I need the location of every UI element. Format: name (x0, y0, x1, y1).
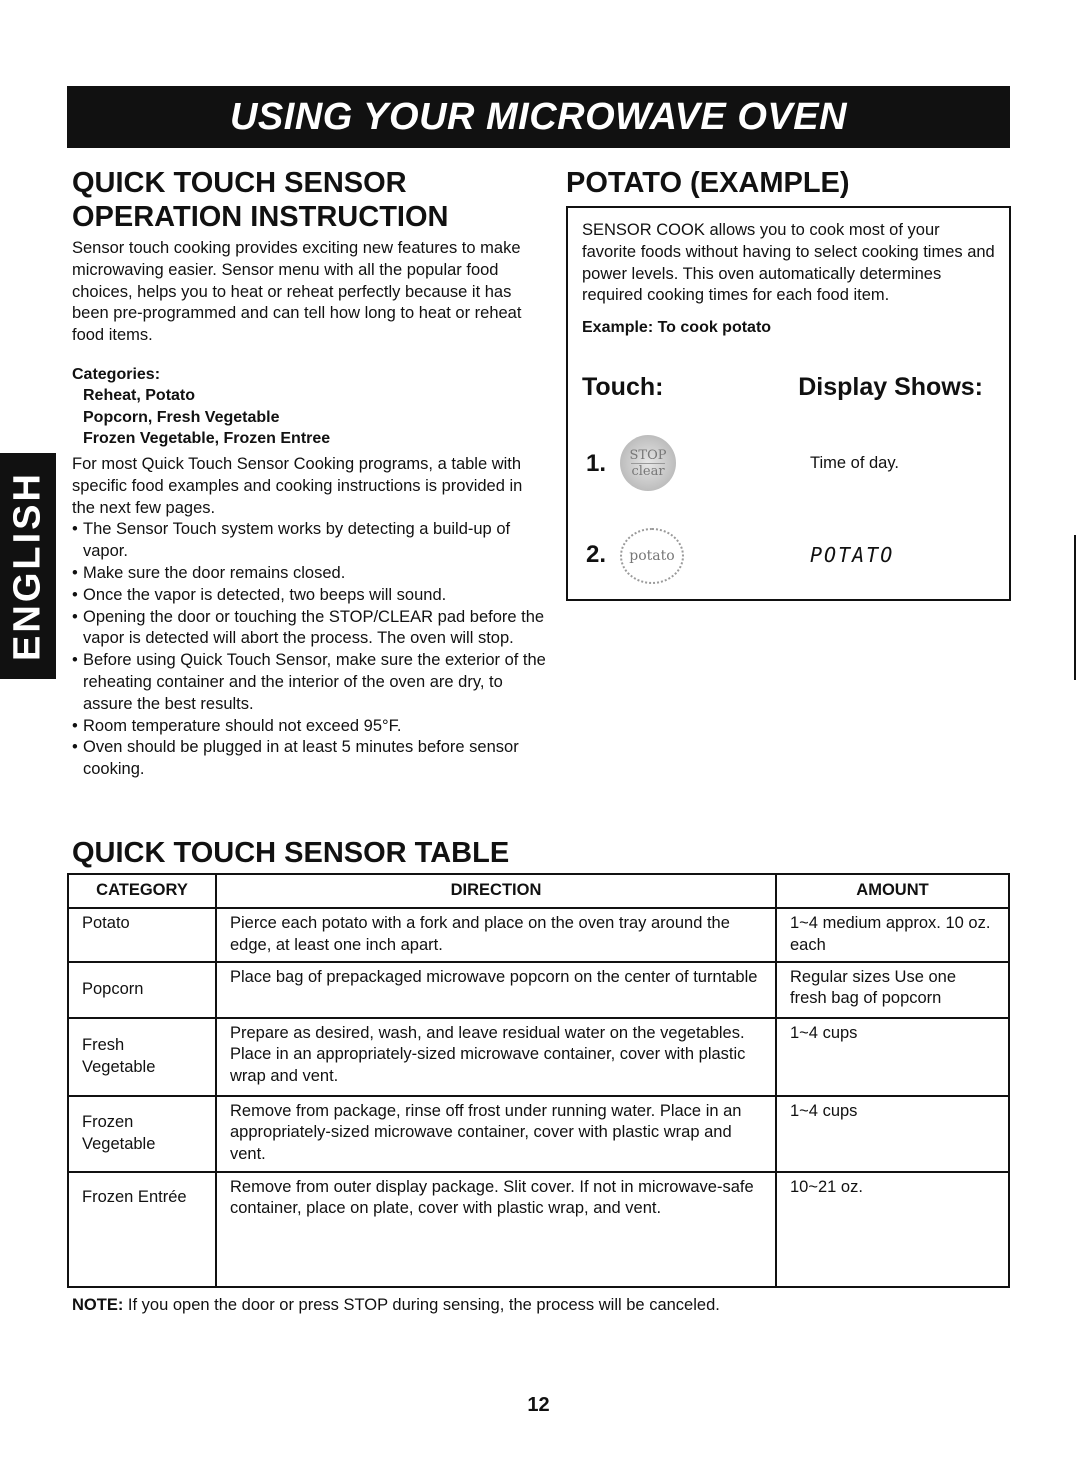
bullet-item: • Room temperature should not exceed 95°F. (72, 716, 547, 738)
bullet-item: • Oven should be plugged in at least 5 minutes before sensor cooking. (72, 737, 547, 781)
category-item: Popcorn, Fresh Vegetable (83, 408, 280, 426)
direction-cell: Pierce each potato with a fork and place on the oven tray around the edge, at least one inch apart. (216, 908, 776, 962)
table-row (68, 908, 1009, 962)
sensor-instructions-section (72, 166, 547, 781)
bullet-item: • Make sure the door remains closed. (72, 563, 547, 585)
category-item: Frozen Vegetable, Frozen Entree (83, 430, 331, 448)
category-cell: Fresh Vegetable (68, 1018, 216, 1096)
potato-pad-icon (620, 528, 684, 584)
display-readout: POTATO (810, 543, 895, 567)
pad-label: potato (629, 548, 675, 564)
category-item: Reheat, Potato (83, 387, 196, 405)
programs-paragraph: For most Quick Touch Sensor Cooking programs, a table with specific food examples and cooking instructions is provided in the next few pages. (72, 454, 523, 517)
category-cell: Potato (68, 908, 216, 962)
category-cell: Popcorn (68, 962, 216, 1018)
direction-cell: Remove from outer display package. Slit cover. If not in microwave-safe container, place on plate, cover with plastic wrap, and vent. (216, 1172, 776, 1287)
stop-clear-pad-icon (620, 435, 676, 491)
amount-cell: Regular sizes Use one fresh bag of popcorn (776, 962, 1009, 1018)
column-header: DIRECTION (216, 874, 776, 908)
steps-header (582, 373, 983, 402)
bullet-item: • The Sensor Touch system works by detecting a build-up of vapor. (72, 519, 547, 563)
pad-label-top: STOP (629, 447, 667, 463)
categories-block (72, 364, 547, 450)
amount-cell: 1~4 cups (776, 1018, 1009, 1096)
language-tab-label: ENGLISH (6, 471, 49, 661)
table-row (68, 1172, 1009, 1287)
bullet-item: • Once the vapor is detected, two beeps will sound. (72, 585, 547, 607)
column-header: CATEGORY (68, 874, 216, 908)
sensor-cook-description: SENSOR COOK allows you to cook most of your favorite foods without having to select cooking times and power levels. This oven automatically determines required cooking times for each food item. (582, 221, 995, 305)
table-header-row (68, 874, 1009, 908)
potato-example-section (566, 166, 1011, 601)
direction-cell: Place bag of prepackaged microwave popcorn on the center of turntable (216, 962, 776, 1018)
instruction-bullets (72, 519, 547, 781)
amount-cell: 10~21 oz. (776, 1172, 1009, 1287)
page-edge-mark (1074, 535, 1076, 680)
display-readout: Time of day. (810, 454, 899, 472)
step-number: 1. (586, 450, 607, 477)
amount-cell: 1~4 cups (776, 1096, 1009, 1172)
amount-cell: 1~4 medium approx. 10 oz. each (776, 908, 1009, 962)
intro-paragraph: Sensor touch cooking provides exciting new features to make microwaving easier. Sensor menu with all the popular food choices, helps you to heat or reheat perfectly because it has been pre-programmed and can tell how long to heat or reheat food items. (72, 239, 522, 345)
category-cell: Frozen Entrée (68, 1172, 216, 1287)
sensor-table-title: QUICK TOUCH SENSOR TABLE (72, 837, 510, 869)
page-number: 12 (527, 1394, 550, 1416)
table-row (68, 962, 1009, 1018)
note (72, 1296, 720, 1315)
table-row (68, 1018, 1009, 1096)
bullet-item: • Opening the door or touching the STOP/CLEAR pad before the vapor is detected will abort the process. The oven will stop. (72, 607, 547, 651)
step-number: 2. (586, 541, 607, 568)
example-label: Example: To cook potato (582, 319, 772, 337)
note-label: NOTE: (72, 1296, 124, 1314)
note-text: If you open the door or press STOP during sensing, the process will be canceled. (123, 1296, 720, 1314)
touch-header: Touch: (582, 373, 664, 401)
pad-label-bottom: clear (631, 463, 665, 479)
direction-cell: Remove from package, rinse off frost under running water. Place in an appropriately-sized microwave container, cover with plastic wrap and vent. (216, 1096, 776, 1172)
table-row (68, 1096, 1009, 1172)
column-header: AMOUNT (776, 874, 1009, 908)
category-cell: Frozen Vegetable (68, 1096, 216, 1172)
potato-example-title: POTATO (EXAMPLE) (566, 167, 850, 199)
section-title-line2: OPERATION INSTRUCTION (72, 201, 449, 233)
categories-label: Categories: (72, 365, 161, 383)
potato-example-box (566, 206, 1011, 601)
direction-cell: Prepare as desired, wash, and leave residual water on the vegetables. Place in an appropriately-sized microwave container, cover with plastic wrap and vent. (216, 1018, 776, 1096)
page-banner: USING YOUR MICROWAVE OVEN (67, 86, 1010, 148)
section-title-line1: QUICK TOUCH SENSOR (72, 167, 407, 199)
bullet-item: • Before using Quick Touch Sensor, make sure the exterior of the reheating container and the interior of the oven are dry, to assure the best results. (72, 650, 547, 715)
language-tab (0, 453, 56, 679)
sensor-table (67, 873, 1010, 1288)
display-header: Display Shows: (798, 373, 983, 401)
